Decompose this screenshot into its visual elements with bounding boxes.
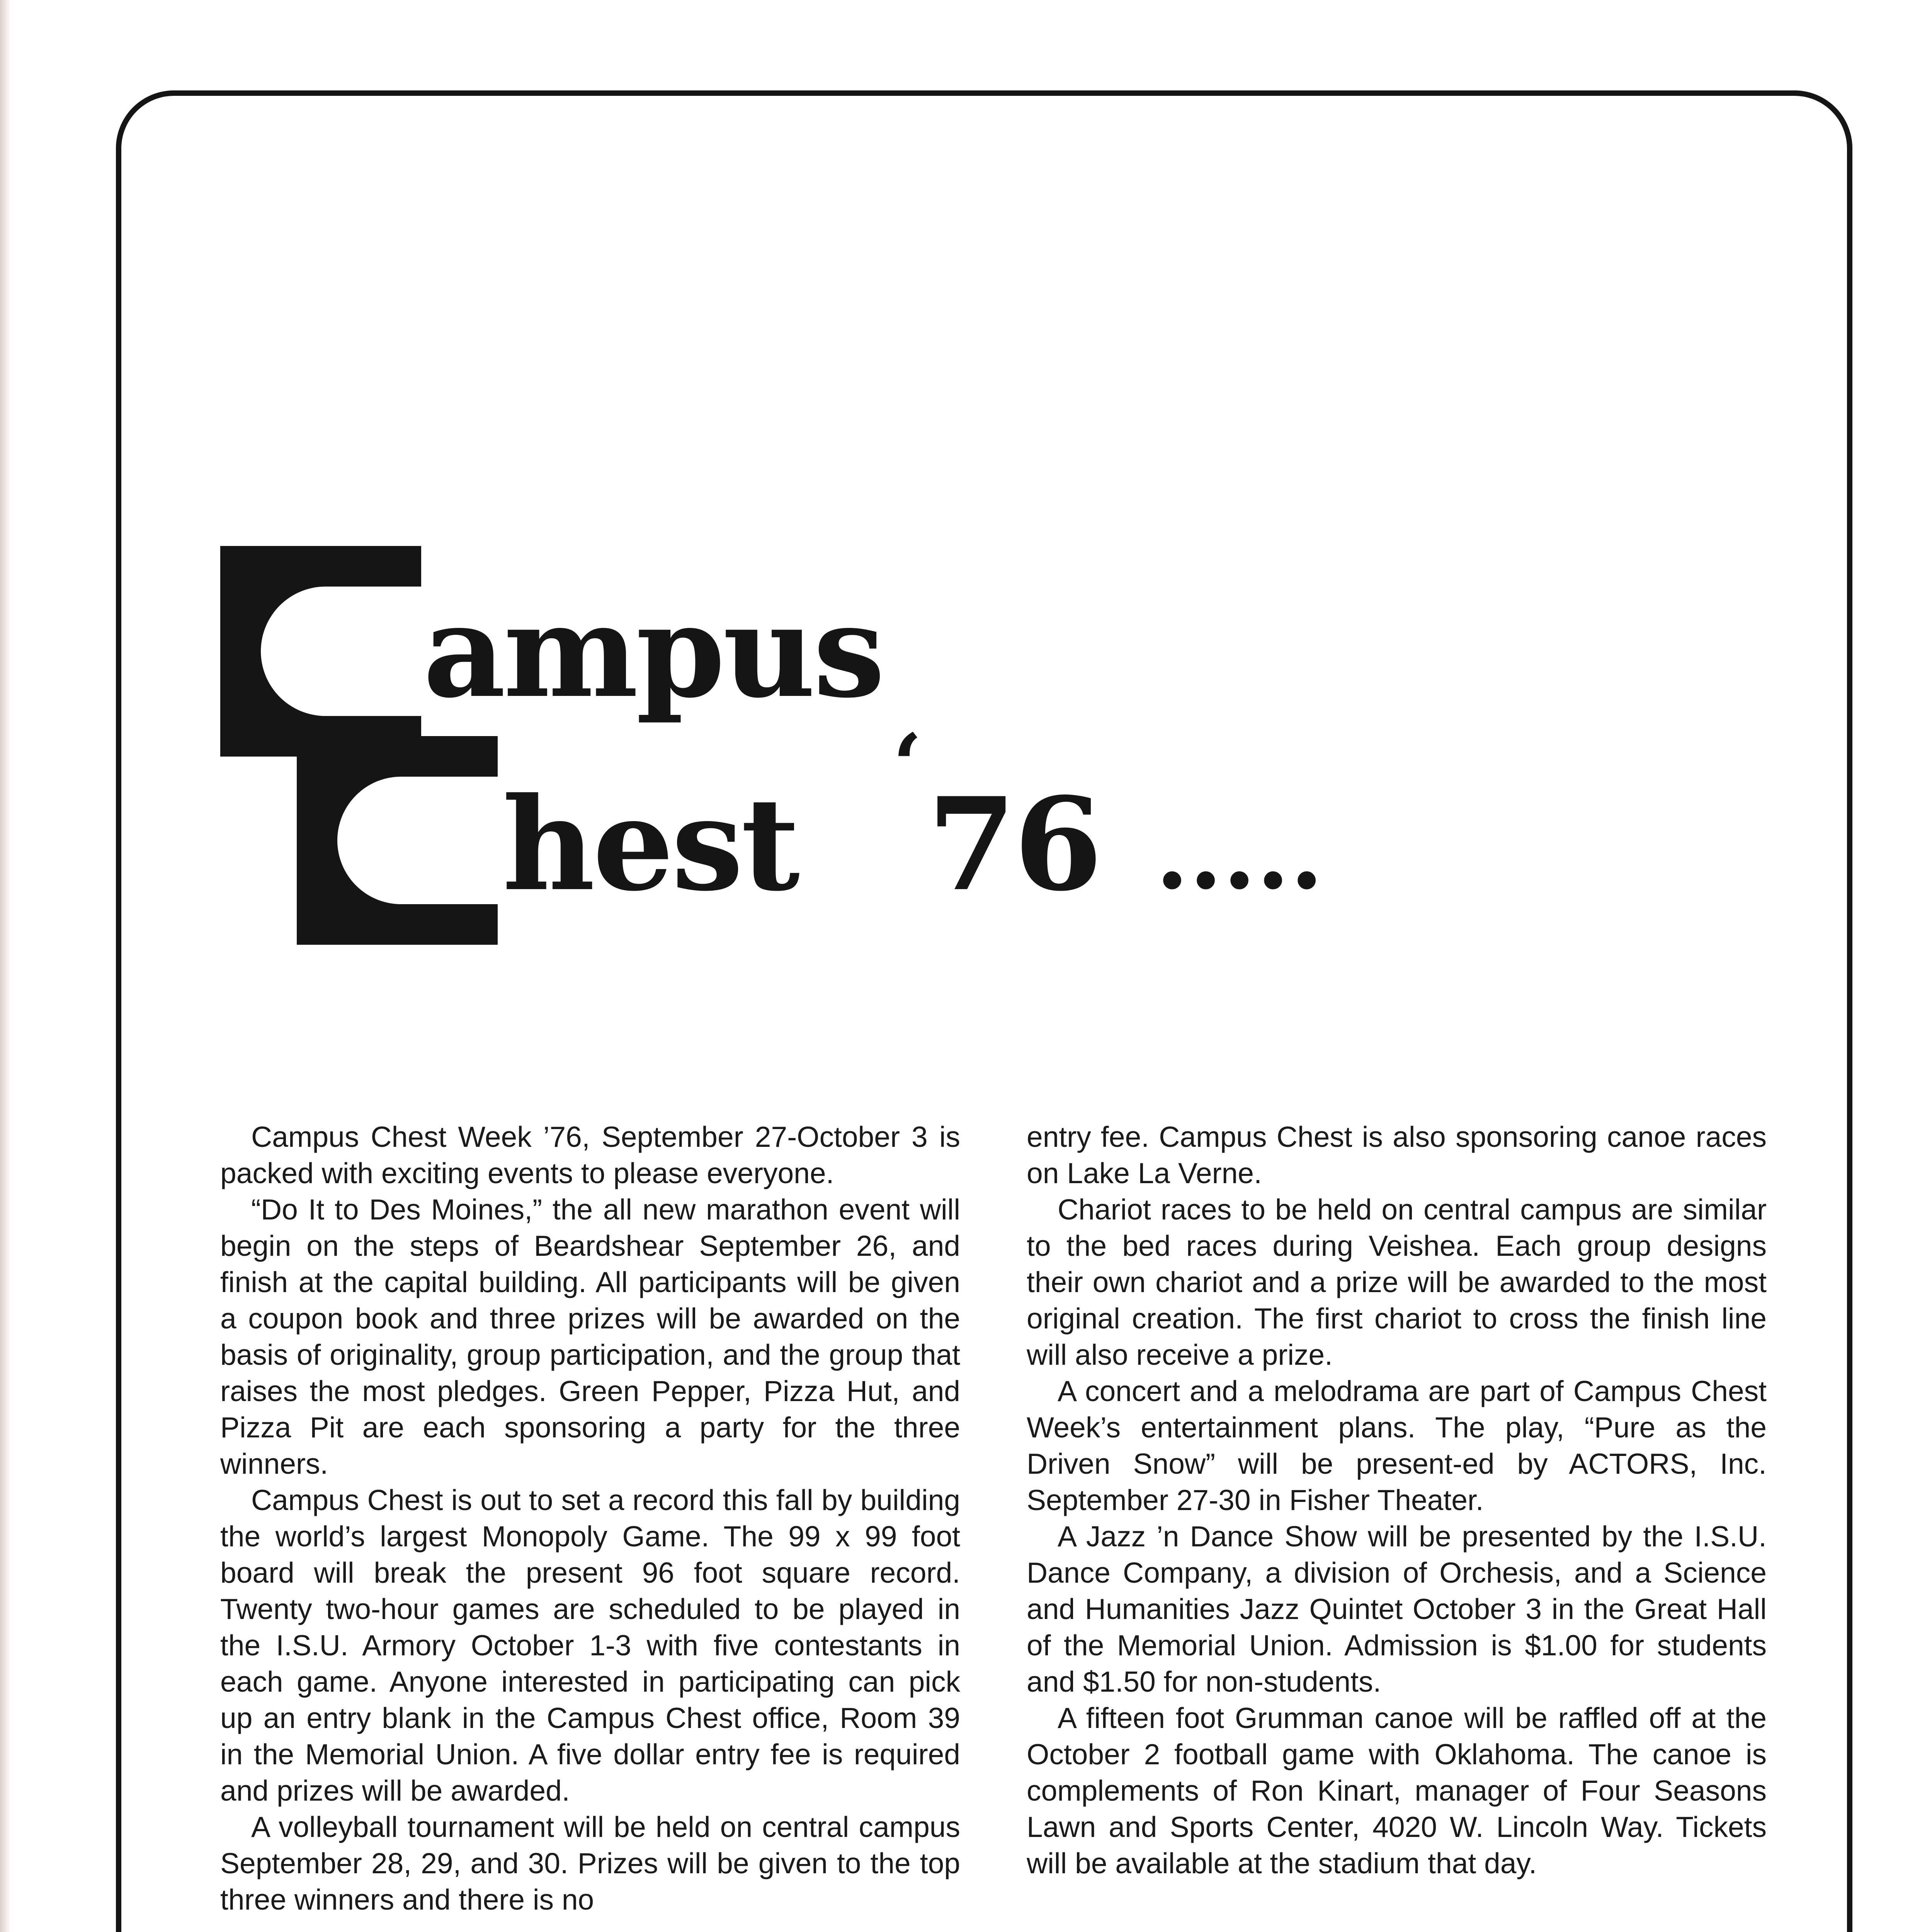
- title-apostrophe: ‘: [893, 715, 922, 815]
- paragraph-jazz-dance: A Jazz ’n Dance Show will be presented by the I.S.U. Dance Company, a division of Orchesis, and a Science and Humanities Jazz Quintet October 3 in the Great Hall of the Memorial Union. Admission is $1.00 for students and $1.50 for non-students.: [1027, 1520, 1767, 1698]
- title-initial-c-chest: [297, 736, 498, 945]
- paragraph-chariot-races: Chariot races to be held on central campus are similar to the bed races during Veishea. Each group designs their own chariot and a prize will be awarded to the most original creation. The first chariot to cross the finish line will also receive a prize.: [1027, 1193, 1767, 1371]
- article-right-column: [1027, 1119, 1767, 1881]
- paragraph-volleyball: A volleyball tournament will be held on central campus September 28, 29, and 30. Prizes will be given to the top three winners and there is no: [220, 1811, 960, 1916]
- paragraph-concert: A concert and a melodrama are part of Campus Chest Week’s entertainment plans. The play, “Pure as the Driven Snow” will be present-ed by ACTORS, Inc. September 27-30 in Fisher Theater.: [1027, 1375, 1767, 1516]
- title-year: 76: [927, 769, 1100, 919]
- paragraph-monopoly: Campus Chest is out to set a record this fall by building the world’s largest Monopoly Game. The 99 x 99 foot board will break the present 96 foot square record. Twenty two-hour games are scheduled to be played in the I.S.U. Armory October 1-3 with five contestants in each game. Anyone interested in participating can pick up an entry blank in the Campus Chest office, Room 39 in the Memorial Union. A five dollar entry fee is required and prizes will be awarded.: [220, 1484, 960, 1807]
- paragraph-canoe-races: entry fee. Campus Chest is also sponsoring canoe races on Lake La Verne.: [1027, 1121, 1767, 1189]
- article-left-column: [220, 1119, 960, 1918]
- title-initial-c-campus: [220, 546, 421, 757]
- title-word-chest: hest: [502, 769, 798, 919]
- title-ellipsis: .....: [1155, 797, 1324, 911]
- paragraph-marathon: “Do It to Des Moines,” the all new marathon event will begin on the steps of Beardshear September 26, and finish at the capital building. All participants will be given a coupon book and three prizes will be awarded on the basis of originality, group participation, and the group that raises the most pledges. Green Pepper, Pizza Hut, and Pizza Pit are each sponsoring a party for the three winners.: [220, 1193, 960, 1480]
- paragraph-intro: Campus Chest Week ’76, September 27-October 3 is packed with exciting events to please everyone.: [220, 1121, 960, 1189]
- paragraph-canoe-raffle: A fifteen foot Grumman canoe will be raffled off at the October 2 football game with Oklahoma. The canoe is complements of Ron Kinart, manager of Four Seasons Lawn and Sports Center, 4020 W. Lincoln Way. Tickets will be available at the stadium that day.: [1027, 1702, 1767, 1879]
- page-spine-shadow: [0, 0, 11, 1932]
- title-word-campus: ampus: [423, 576, 883, 726]
